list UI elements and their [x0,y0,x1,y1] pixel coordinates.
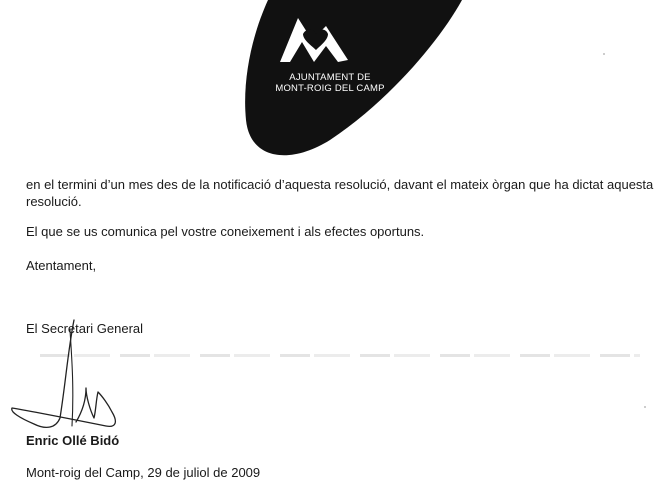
place-and-date: Mont-roig del Camp, 29 de juliol de 2009 [26,465,261,480]
closing-salutation: Atentament, [26,258,97,273]
scan-dust [603,53,605,55]
body-paragraph-1: en el termini d’un mes des de la notificació d’aquesta resolució, davant el mateix òrgan que ha dictat aquesta resolució. [26,177,654,209]
signatory-name: Enric Ollé Bidó [26,433,120,448]
council-logo [240,0,480,160]
scan-dust [644,406,646,408]
body-paragraph-2: El que se us comunica pel vostre coneixement i als efectes oportuns. [26,224,425,239]
logo-line-2: MONT-ROIG DEL CAMP [275,83,385,94]
handwritten-signature [6,300,146,440]
logo-line-1: AJUNTAMENT DE [289,72,371,83]
signatory-role: El Secretari General [26,321,144,336]
